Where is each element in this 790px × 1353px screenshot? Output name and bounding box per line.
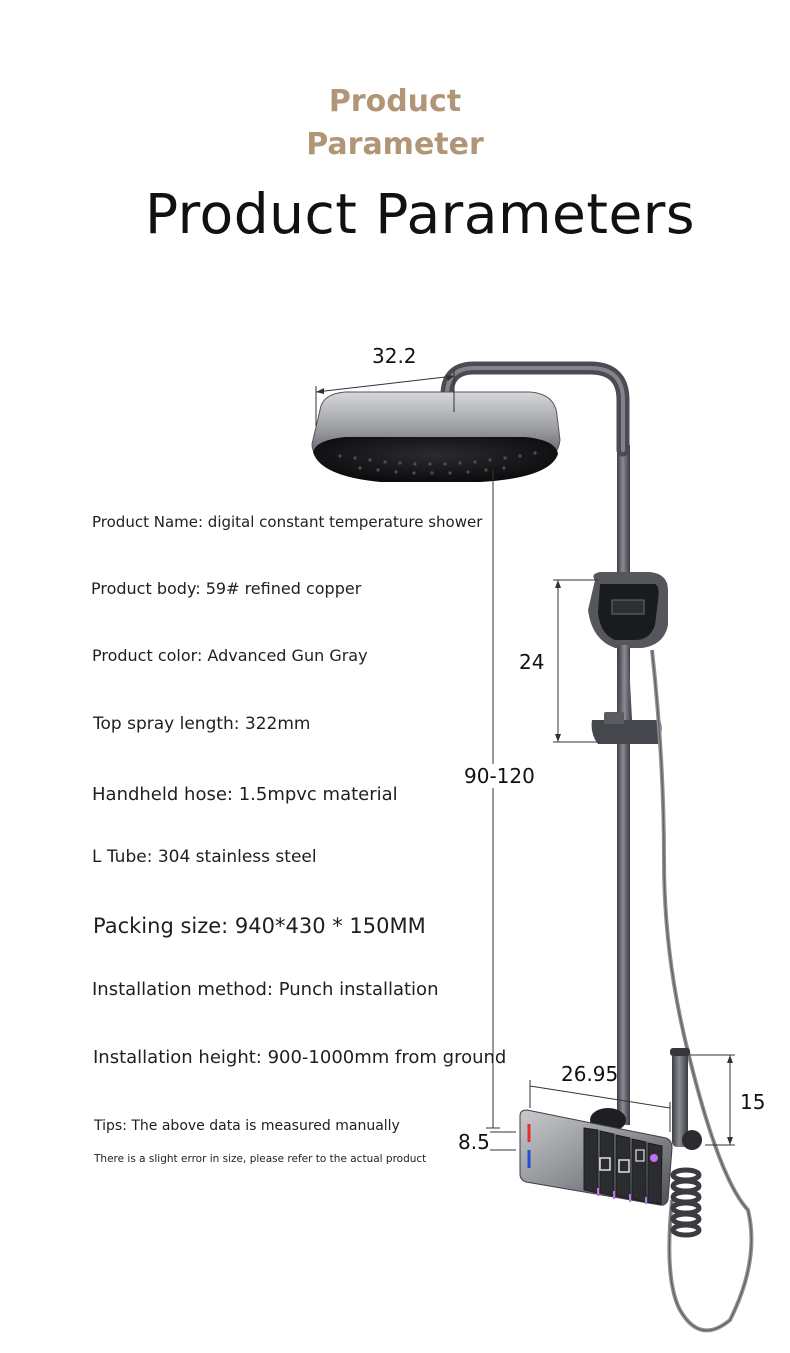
hose-spring — [673, 1170, 699, 1235]
subtitle-line-1: Product — [328, 84, 462, 119]
dim-line-panel-width — [530, 1086, 670, 1108]
slide-holder — [592, 720, 662, 744]
spec-product-name: Product Name: digital constant temperature shower — [92, 513, 483, 531]
hose — [652, 650, 751, 1330]
dim-panel-width: 26.95 — [561, 1062, 619, 1086]
spec-handheld-hose: Handheld hose: 1.5mpvc material — [92, 784, 398, 805]
tips-line-1: Tips: The above data is measured manually — [94, 1118, 400, 1134]
subtitle-line-2: Parameter — [306, 127, 484, 162]
riser-pipe — [617, 445, 630, 1125]
dim-panel-depth: 8.5 — [458, 1130, 490, 1154]
dim-total-height: 90-120 — [464, 764, 535, 788]
dim-side-height: 15 — [740, 1090, 766, 1114]
spec-installation-method: Installation method: Punch installation — [92, 979, 439, 1000]
page-title: Product Parameters — [144, 182, 696, 246]
dim-line-head-width — [316, 376, 454, 392]
spec-top-spray-length: Top spray length: 322mm — [93, 714, 311, 734]
spec-installation-height: Installation height: 900-1000mm from ground — [93, 1047, 507, 1068]
rain-head-nozzles — [313, 437, 558, 482]
dim-handheld-height: 24 — [519, 650, 545, 674]
spec-l-tube: L Tube: 304 stainless steel — [92, 847, 317, 867]
tips-line-2: There is a slight error in size, please refer to the actual product — [94, 1153, 427, 1165]
spec-packing-size: Packing size: 940*430 * 150MM — [93, 914, 426, 938]
dim-head-width: 32.2 — [372, 344, 417, 368]
spec-product-body: Product body: 59# refined copper — [91, 579, 362, 598]
spec-product-color: Product color: Advanced Gun Gray — [92, 646, 368, 665]
